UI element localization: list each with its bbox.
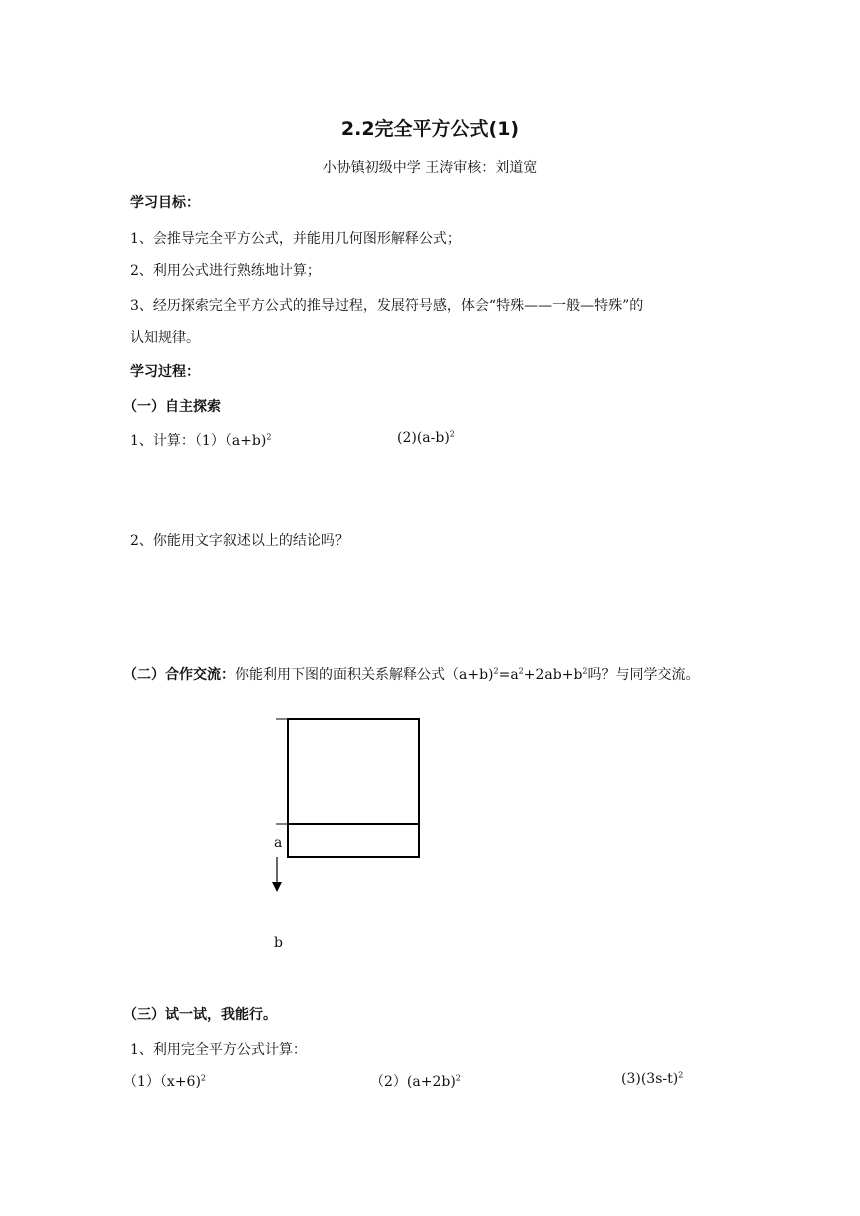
page-title: 2.2完全平方公式(1) bbox=[340, 118, 520, 140]
arrow-head bbox=[272, 882, 282, 892]
exponent: 2 bbox=[455, 1073, 461, 1083]
exercise-2 bbox=[370, 1071, 461, 1091]
exponent: 2 bbox=[582, 666, 588, 676]
section-2-text-d: 吗？与同学交流。 bbox=[587, 667, 700, 683]
exercise-2-text: （2）(a+2b) bbox=[370, 1074, 456, 1090]
exponent: 2 bbox=[200, 1073, 206, 1083]
section-1-heading: （一）自主探索 bbox=[123, 399, 221, 415]
exponent: 2 bbox=[449, 429, 455, 439]
square-outline bbox=[288, 719, 419, 857]
goal-item-2: 2、利用公式进行熟练地计算； bbox=[130, 263, 321, 279]
exponent: 2 bbox=[518, 666, 524, 676]
section-2-text-c: +2ab+b bbox=[523, 667, 583, 683]
author-line: 小协镇初级中学 王涛审核：刘道宽 bbox=[322, 160, 538, 176]
section-2-text-a: 你能利用下图的面积关系解释公式（a+b) bbox=[235, 667, 494, 683]
exercise-1-text: （1）（x+6) bbox=[123, 1074, 201, 1090]
goal-item-3-continued: 认知规律。 bbox=[130, 330, 200, 346]
question-2: 2、你能用文字叙述以上的结论吗？ bbox=[130, 533, 349, 549]
question-1a-text: 1、计算：（1）（a+b) bbox=[130, 433, 267, 449]
question-1b-text: (2)(a-b) bbox=[397, 430, 450, 446]
section-3-heading-b: 我能行。 bbox=[221, 1007, 277, 1023]
process-heading: 学习过程： bbox=[130, 364, 200, 380]
goals-heading: 学习目标： bbox=[130, 195, 200, 211]
exercise-3-text: (3)(3s-t) bbox=[621, 1071, 679, 1087]
exercise-1 bbox=[123, 1071, 206, 1091]
goal-item-3: 3、经历探索完全平方公式的推导过程，发展符号感，体会“特殊——一般—特殊”的 bbox=[130, 298, 644, 314]
section-3-heading bbox=[123, 1004, 277, 1024]
exponent: 2 bbox=[678, 1070, 684, 1080]
label-a: a bbox=[274, 835, 283, 851]
section-2-text-b: =a bbox=[498, 667, 519, 683]
exercise-3 bbox=[621, 1071, 683, 1087]
goal-item-1: 1、会推导完全平方公式，并能用几何图形解释公式； bbox=[130, 231, 461, 247]
exponent: 2 bbox=[266, 432, 272, 442]
exercise-intro: 1、利用完全平方公式计算： bbox=[130, 1042, 307, 1058]
section-2-heading: （二）合作交流： bbox=[123, 667, 235, 683]
label-b: b bbox=[274, 935, 283, 951]
section-3-heading-a: （三）试一试， bbox=[123, 1007, 221, 1023]
exponent: 2 bbox=[493, 666, 499, 676]
